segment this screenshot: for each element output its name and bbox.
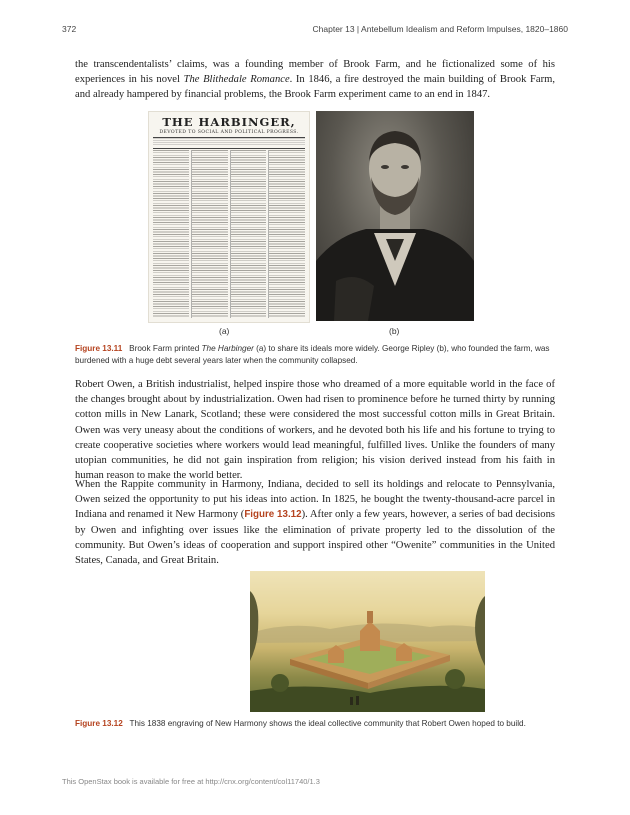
harmony-paragraph: When the Rappite community in Harmony, Indiana, decided to sell its holdings and relocate to Pennsylvania, Owen seized the opportunity to put his ideas into action. In 1825, he bought the twenty-thousand-acre parcel in Indiana and renamed it New Harmony (Figure 13.12). After only a few years, however, a series of bad decisions by Owen and infighting over issues like the elimination of private property led to the dissolution of the community. But Owen’s ideas of cooperation and support inspired other “Owenite” communities in the United States, Canada, and Great Britain.	[75, 479, 555, 567]
chapter-header: Chapter 13 | Antebellum Idealism and Reform Impulses, 1820–1860	[312, 24, 568, 34]
figure-13-12-link[interactable]: Figure 13.12	[244, 509, 302, 521]
sublabel-a: (a)	[219, 326, 230, 336]
newspaper-subtitle: DEVOTED TO SOCIAL AND POLITICAL PROGRESS.	[159, 130, 299, 135]
figure-13-12-caption: Figure 13.12 This 1838 engraving of New Harmony shows the ideal collective community that Robert Owen hoped to build.	[75, 719, 526, 728]
book-title: The Blithedale Romance	[183, 74, 290, 86]
intro-paragraph: the transcendentalists’ claims, was a founding member of Brook Farm, and he fictionalized some of his experiences in his novel The Blithedale Romance. In 1846, a fire destroyed the main building of Brook Farm, and already hampered by financial problems, the Brook Farm experiment came to an end in 1847.	[75, 59, 555, 101]
new-harmony-engraving	[250, 571, 485, 712]
george-ripley-portrait	[316, 111, 474, 321]
harbinger-newspaper-image	[148, 111, 310, 323]
page-number: 372	[62, 24, 77, 34]
figure-13-11-caption: Figure 13.11 Brook Farm printed The Harbinger (a) to share its ideals more widely. George Ripley (b), who founded the farm, was burdened with a huge debt several years later when the community collapsed.	[75, 344, 550, 365]
newspaper-title: THE HARBINGER,	[162, 115, 296, 129]
figure-13-11-label: Figure 13.11	[75, 344, 123, 353]
owen-paragraph: Robert Owen, a British industrialist, helped inspire those who dreamed of a more equitable world in the face of the changes brought about by industrialization. Owen had risen to prominence before he turned thirty by running cotton mills in New Lanark, Scotland; these were considered the most successful cotton mills in Great Britain. Owen was very uneasy about the conditions of workers, and he devoted both his life and his fortune to trying to create cooperative societies where workers would lead meaningful, fulfilled lives. Unlike the founders of many utopian communities, he did not gain inspiration from religion; his vision derived instead from his faith in human reason to make the world better.	[75, 379, 555, 482]
footer-note: This OpenStax book is available for free at http://cnx.org/content/col11740/1.3	[62, 777, 320, 786]
sublabel-b: (b)	[389, 326, 400, 336]
figure-13-12-label: Figure 13.12	[75, 719, 123, 728]
